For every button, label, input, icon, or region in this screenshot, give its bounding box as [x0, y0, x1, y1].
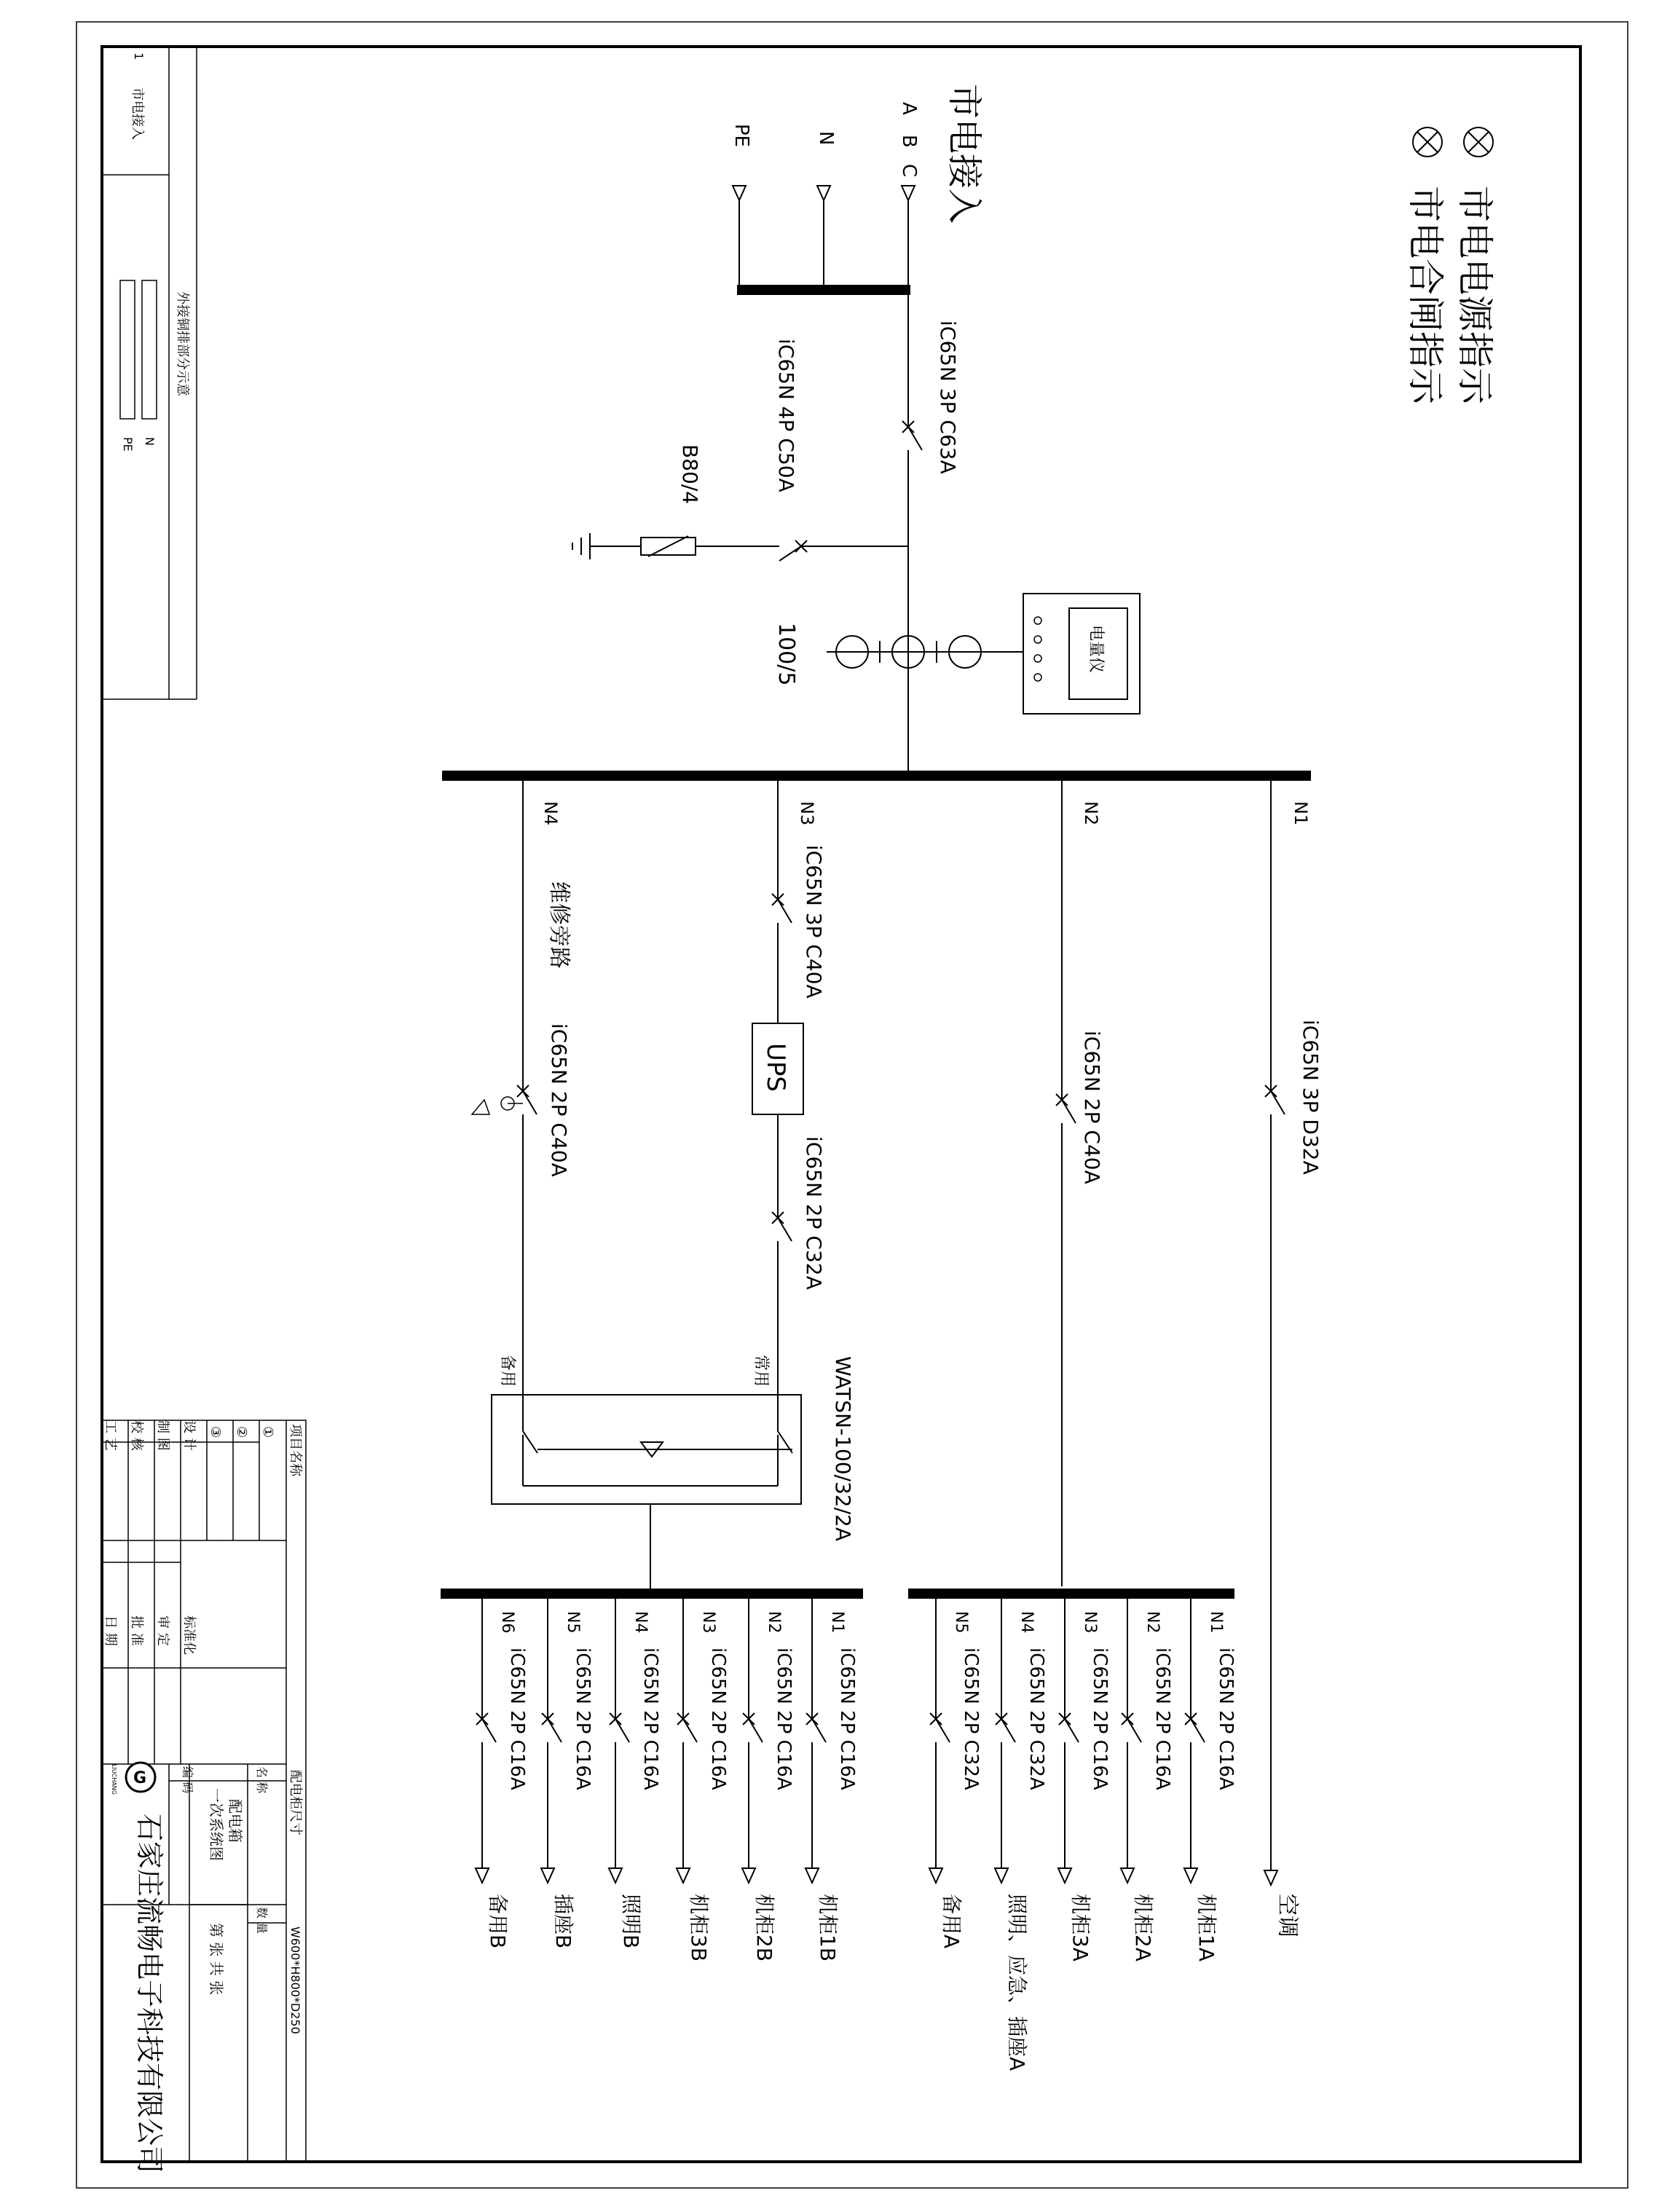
panel-a-outlet-icon	[995, 1868, 1008, 1883]
panel-b-outlet-icon	[609, 1868, 622, 1883]
panel-b-circuit-6	[476, 1599, 528, 1948]
ups-label: UPS	[761, 1043, 790, 1092]
closing-indicator-lamp-icon	[1413, 127, 1442, 157]
tb-drawing: 制 图	[155, 1420, 170, 1451]
panel-a-circuit-1	[1184, 1599, 1237, 1961]
panel-b-load-label: 照明B	[619, 1894, 643, 1949]
panel-a-breaker-icon	[930, 1713, 950, 1742]
panel-a-circuit-label: N5	[952, 1611, 970, 1634]
panel-a-breaker-icon	[1122, 1713, 1141, 1742]
panel-a-outlet-icon	[1184, 1868, 1197, 1883]
meter-label: 电量仪	[1087, 625, 1105, 674]
panel-b-circuit-1	[805, 1599, 858, 1961]
panel-b-load-label: 机柜2B	[752, 1894, 776, 1962]
panel-b-load-label: 插座B	[551, 1894, 575, 1949]
tb-qty-label: 数 量	[255, 1907, 269, 1934]
tb-row1: ①	[260, 1426, 275, 1438]
tb-code-label: 编 码	[181, 1766, 194, 1794]
panel-a-breaker-label: iC65N 2P C32A	[960, 1648, 982, 1790]
sub-panel-b	[476, 1599, 858, 1961]
phase-b-label: B	[898, 135, 920, 148]
tb-check: 校 核	[129, 1420, 144, 1451]
mains-title: 市电接入	[944, 84, 985, 224]
arrester-label: B80/4	[678, 444, 702, 505]
panel-b-breaker-label: iC65N 2P C16A	[639, 1648, 661, 1790]
branch-n4-breaker-label: iC65N 2P C40A	[547, 1023, 571, 1177]
spd-breaker-icon	[779, 540, 807, 561]
branch-n2-breaker-label: iC65N 2P C40A	[1080, 1031, 1104, 1184]
tb-approve: 批 准	[129, 1615, 144, 1646]
tb-size-label: 配电柜尺寸	[288, 1770, 303, 1835]
tb-project-name: 项目名称	[288, 1424, 303, 1476]
panel-b-outlet-icon	[742, 1868, 755, 1883]
company-logo-icon	[126, 1763, 155, 1792]
panel-a-breaker-label: iC65N 2P C32A	[1025, 1648, 1047, 1790]
panel-b-circuit-label: N3	[699, 1611, 717, 1634]
legend-index: 1	[132, 52, 146, 60]
tb-craft: 工 艺	[103, 1420, 118, 1451]
phase-c-label: C	[898, 164, 920, 178]
logo-text: LIUCHANG	[111, 1764, 117, 1795]
panel-a-circuit-3	[1058, 1599, 1111, 1961]
panel-b-breaker-label: iC65N 2P C16A	[707, 1648, 729, 1790]
panel-a-circuit-label: N2	[1143, 1611, 1162, 1634]
panel-a-outlet-icon	[1121, 1868, 1134, 1883]
panel-b-breaker-label: iC65N 2P C16A	[773, 1648, 795, 1790]
sub-panel-a	[929, 1599, 1237, 2071]
branch-n2-breaker-icon	[1056, 1094, 1076, 1123]
panel-b-circuit-label: N2	[765, 1611, 783, 1634]
bypass-label: 维修旁路	[546, 881, 572, 969]
panel-b-circuit-5	[541, 1599, 594, 1948]
tb-drawing-title-1: 配电箱	[227, 1799, 244, 1843]
incoming-terminal-icon	[733, 186, 915, 290]
panel-a-circuit-label: N3	[1081, 1611, 1099, 1634]
title-block	[102, 1420, 306, 2162]
panel-b-breaker-label: iC65N 2P C16A	[836, 1648, 858, 1790]
power-meter-icon	[1023, 594, 1140, 714]
surge-arrester-icon	[641, 536, 696, 556]
panel-a-load-label: 照明、应急、插座A	[1005, 1894, 1029, 2071]
ats-normal-label: 常用	[752, 1355, 770, 1388]
panel-a-breaker-icon	[996, 1713, 1015, 1742]
panel-a-circuit-label: N4	[1017, 1611, 1036, 1634]
panel-a-load-label: 机柜2A	[1131, 1894, 1155, 1961]
panel-a-breaker-label: iC65N 2P C16A	[1089, 1648, 1111, 1790]
ats-standby-label: 备用	[498, 1355, 516, 1388]
panel-b-breaker-icon	[476, 1713, 496, 1742]
panel-b-load-label: 备用B	[486, 1894, 510, 1949]
panel-b-outlet-icon	[805, 1868, 819, 1883]
panel-b-circuit-label: N6	[498, 1611, 516, 1634]
branch-n3-breaker-out-icon	[772, 1212, 792, 1241]
panel-b-breaker-icon	[542, 1713, 562, 1742]
panel-b-circuit-4	[609, 1599, 661, 1948]
panel-b-outlet-icon	[677, 1868, 690, 1883]
branch-n4-breaker-icon	[517, 1085, 537, 1114]
panel-a-breaker-icon	[1059, 1713, 1079, 1742]
panel-a-circuit-5	[929, 1599, 982, 1948]
legend-terminal-note: 外接铜排部分示意	[175, 291, 190, 396]
tb-date: 日 期	[103, 1615, 118, 1646]
tb-row2: ②	[234, 1426, 249, 1438]
panel-b-breaker-icon	[610, 1713, 629, 1742]
branch-n3-label: N3	[797, 801, 817, 826]
current-transformer-icon	[827, 636, 1023, 668]
panel-a-load-label: 备用A	[940, 1894, 964, 1949]
panel-b-circuit-label: N1	[828, 1611, 846, 1634]
panel-b-outlet-icon	[541, 1868, 554, 1883]
pe-label: PE	[730, 124, 752, 148]
power-indicator-label: 市电电源指示	[1454, 186, 1496, 404]
branch-n3-breaker-out-label: iC65N 2P C32A	[802, 1136, 826, 1290]
panel-b-circuit-2	[742, 1599, 795, 1961]
main-breaker-label: iC65N 3P C63A	[936, 320, 960, 474]
panel-b-breaker-label: iC65N 2P C16A	[572, 1648, 594, 1790]
tb-design: 设 计	[181, 1420, 197, 1451]
tb-review: 审 定	[155, 1615, 170, 1646]
panel-a-breaker-icon	[1185, 1713, 1205, 1742]
panel-b-circuit-label: N5	[564, 1611, 582, 1634]
branch-n1-breaker-label: iC65N 3P D32A	[1299, 1020, 1323, 1175]
branch-n1-load: 空调	[1275, 1894, 1300, 1937]
panel-a-breaker-label: iC65N 2P C16A	[1151, 1648, 1173, 1790]
ats-switch-icon	[492, 1395, 801, 1504]
branch-n3-breaker-in-label: iC65N 3P C40A	[802, 845, 826, 999]
panel-a-load-label: 机柜1A	[1194, 1894, 1218, 1961]
tb-standard: 标准化	[181, 1615, 197, 1655]
panel-b-breaker-icon	[743, 1713, 763, 1742]
tb-drawing-title-2: 一次系统图	[208, 1788, 225, 1861]
panel-b-circuit-3	[677, 1599, 729, 1961]
branch-n3-breaker-in-icon	[772, 894, 792, 923]
branch-n1-breaker-icon	[1265, 1085, 1285, 1114]
tb-size-value: W600*H800*D250	[288, 1926, 302, 2034]
panel-a-outlet-icon	[1058, 1868, 1071, 1883]
tb-company: 石家庄流畅电子科技有限公司	[133, 1814, 165, 2174]
logo-letter: G	[133, 1769, 147, 1787]
panel-b-load-label: 机柜3B	[687, 1894, 711, 1962]
ct-ratio-label: 100/5	[773, 623, 799, 686]
spd-breaker-label: iC65N 4P C50A	[774, 339, 798, 492]
tb-sheet: 第 张 共 张	[208, 1923, 225, 1996]
lock-handle-icon	[472, 1097, 523, 1114]
panel-a-circuit-4	[995, 1599, 1047, 2071]
ats-model-label: WATSN-100/32/2A	[831, 1356, 855, 1541]
ground-icon	[572, 533, 590, 559]
branch-n1-outlet-icon	[1264, 1870, 1277, 1885]
panel-b-breaker-icon	[677, 1713, 697, 1742]
tb-row3: ③	[208, 1426, 223, 1438]
phase-a-label: A	[898, 102, 920, 115]
tb-name-label: 名 称	[255, 1766, 269, 1794]
branch-n2-label: N2	[1081, 801, 1101, 826]
panel-a-circuit-2	[1121, 1599, 1173, 1961]
neutral-label: N	[815, 131, 837, 146]
panel-a-breaker-label: iC65N 2P C16A	[1215, 1648, 1237, 1790]
panel-b-load-label: 机柜1B	[816, 1894, 840, 1962]
closing-indicator-label: 市电合闸指示	[1404, 186, 1446, 404]
main-breaker-icon	[902, 421, 922, 450]
panel-a-outlet-icon	[929, 1868, 942, 1883]
power-indicator-lamp-icon	[1464, 127, 1493, 157]
panel-b-outlet-icon	[476, 1868, 489, 1883]
panel-b-breaker-label: iC65N 2P C16A	[506, 1648, 528, 1790]
branch-n1-label: N1	[1291, 801, 1311, 826]
panel-a-load-label: 机柜3A	[1068, 1894, 1092, 1961]
legend-n-label: N	[143, 437, 157, 446]
panel-a-circuit-label: N1	[1207, 1611, 1225, 1634]
legend-name: 市电接入	[130, 87, 145, 140]
branch-n4-label: N4	[540, 801, 561, 826]
legend-pe-label: PE	[121, 437, 135, 452]
panel-b-breaker-icon	[806, 1713, 826, 1742]
panel-b-circuit-label: N4	[631, 1611, 650, 1634]
